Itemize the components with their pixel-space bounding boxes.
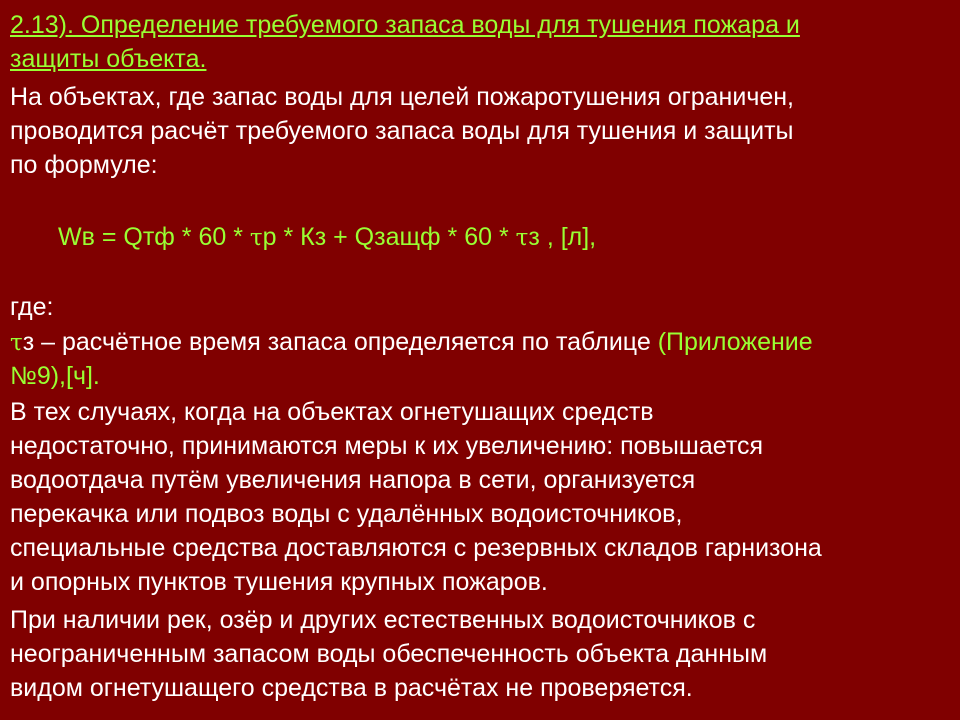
paragraph2-line-1: При наличии рек, озёр и других естественных водоисточников с	[10, 606, 756, 634]
intro-line-2: проводится расчёт требуемого запаса воды для тушения и защиты	[10, 117, 794, 145]
paragraph1-line-6: и опорных пунктов тушения крупных пожаров.	[10, 568, 548, 596]
appendix-reference: (Приложение	[657, 328, 813, 356]
tau-symbol: τ	[515, 225, 529, 251]
paragraph1-line-3: водоотдача путём увеличения напора в сети, организуется	[10, 466, 696, 494]
paragraph1-line-5: специальные средства доставляются с резервных складов гарнизона	[10, 534, 822, 562]
paragraph2-line-2: неограниченным запасом воды обеспеченность объекта данным	[10, 640, 768, 668]
heading-line-2: защиты объекта.	[10, 45, 207, 73]
formula-part-2: р * Кз + Qзащф * 60 *	[262, 223, 516, 251]
definition-text: з – расчётное время запаса определяется по таблице	[22, 328, 658, 356]
formula	[58, 220, 596, 255]
paragraph2-line-3: видом огнетушащего средства в расчётах не проверяется.	[10, 674, 693, 702]
tau-symbol: τ	[10, 330, 23, 356]
definition-line-1	[10, 325, 813, 360]
paragraph1-line-2: недостаточно, принимаются меры к их увеличению: повышается	[10, 432, 764, 460]
definition-line-2: №9),[ч].	[10, 362, 100, 390]
formula-part-1: Wв = Qтф * 60 *	[58, 223, 250, 251]
where-label: где:	[10, 293, 54, 321]
heading-line-1: 2.13). Определение требуемого запаса воды для тушения пожара и	[10, 11, 800, 39]
tau-symbol: τ	[249, 225, 263, 251]
paragraph1-line-1: В тех случаях, когда на объектах огнетушащих средств	[10, 398, 654, 426]
intro-line-1: На объектах, где запас воды для целей пожаротушения ограничен,	[10, 83, 794, 111]
paragraph1-line-4: перекачка или подвоз воды с удалённых водоисточников,	[10, 500, 683, 528]
intro-line-3: по формуле:	[10, 151, 158, 179]
formula-part-3: з , [л],	[528, 223, 597, 251]
